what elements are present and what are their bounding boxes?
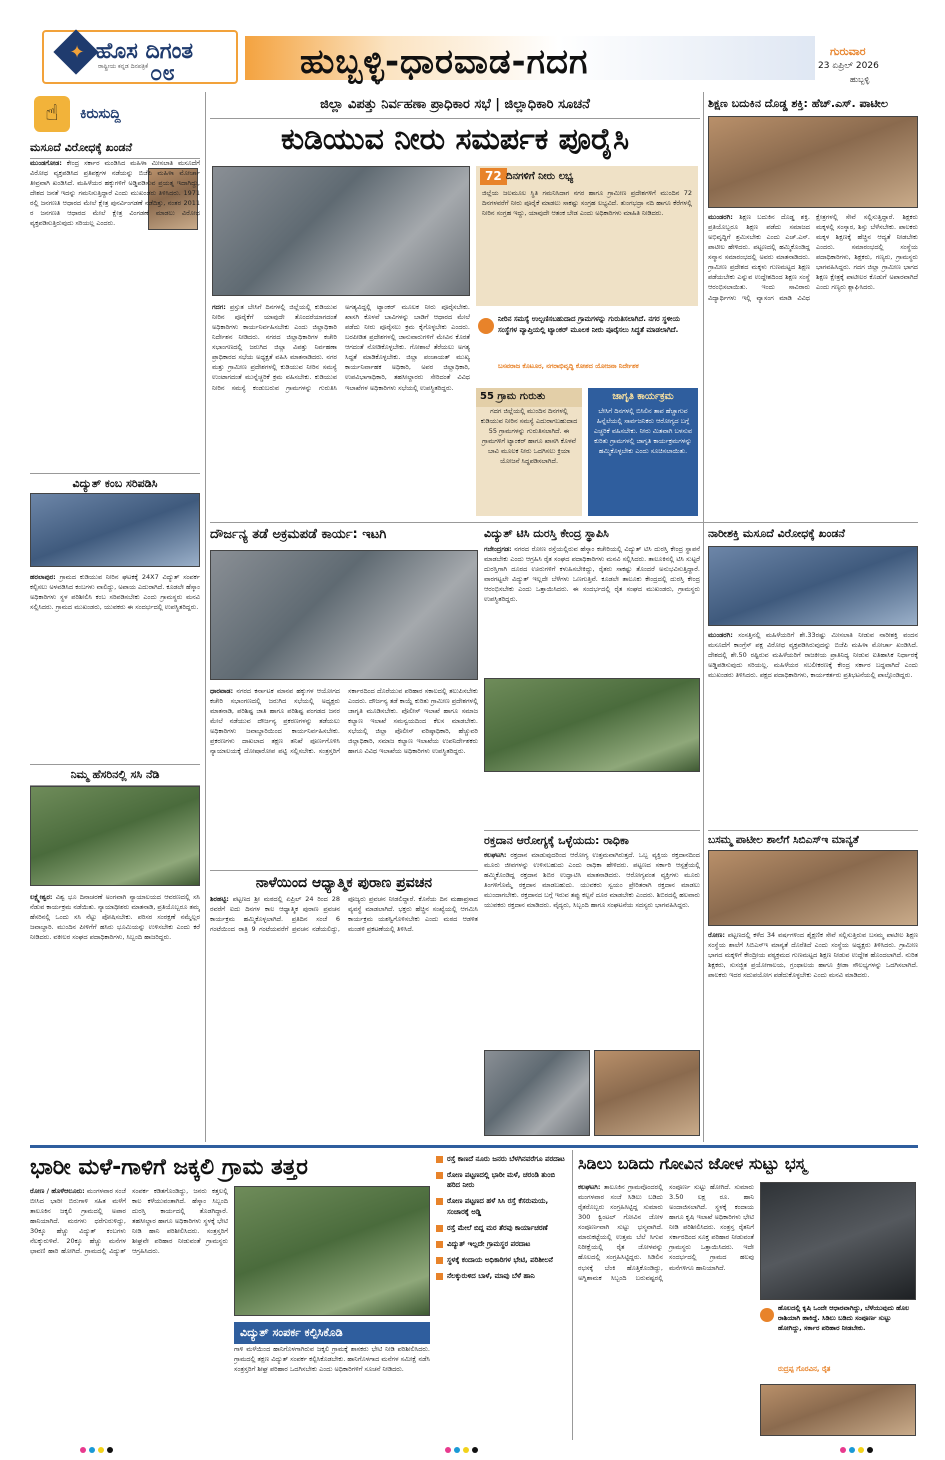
masthead-brand: ಹೊಸ ದಿಗಂತ: [96, 39, 194, 64]
divider-bottom-mid: [572, 1150, 573, 1440]
raktadana-story: [484, 830, 700, 1140]
purana-dateline: ಶಿರಹಟ್ಟಿ:: [210, 895, 229, 903]
brief-1-text: [30, 158, 200, 468]
male-bullet-2: ರೋಣ ಪಟ್ಟಣದಲ್ಲಿ ಭಾರೀ ಮಳೆ, ಚರಂಡಿ ತುಂಬಿ ಹರಿದ ನೀರು: [436, 1170, 568, 1190]
box-jagruti-text: ಬೇಸಿಗೆ ದಿನಗಳಲ್ಲಿ ಬಿಸಿಲಿನ ತಾಪ ಹೆಚ್ಚಾಗುವ ಹಿನ್ನೆಲೆಯಲ್ಲಿ ಸಾರ್ವಜನಿಕರು ಆರೋಗ್ಯದ ಬಗ್ಗೆ ಎಚ್ಚರಿಕೆ ವಹಿಸಬೇಕು. ನೀರು ಮಿತವಾಗಿ ಬಳಸುವ ಕುರಿತು ಗ್ರಾಮಗಳಲ್ಲಿ ಜಾಗೃತಿ ಕಾರ್ಯಕ್ರಮಗಳನ್ನು ಹಮ್ಮಿಕೊಳ್ಳಬೇಕು ಎಂದು ಸೂಚಿಸಲಾಯಿತು.: [593, 407, 693, 456]
male-body: ಮಂಗಳವಾರ ಸಂಜೆ ಬೀಸಿದ ಭಾರೀ ಬಿರುಗಾಳಿ ಸಹಿತ ಮಳೆಗೆ ತಾಲೂಕಿನ ಜಕ್ಕಲಿ ಗ್ರಾಮದಲ್ಲಿ ಅಪಾರ ಹಾನಿಯಾಗಿದೆ. ಮರಗಳು ಧರೆಗುರುಳಿದ್ದು, 30ಕ್ಕೂ ಹೆಚ್ಚು ವಿದ್ಯುತ್ ಕಂಬಗಳು ನೆಲಕ್ಕುರುಳಿವೆ. 20ಕ್ಕೂ ಹೆಚ್ಚು ಮನೆಗಳ ಛಾವಣಿ ಹಾರಿ ಹೋಗಿದೆ. ಗ್ರಾಮದಲ್ಲಿ ವಿದ್ಯುತ್ ಸಂಪರ್ಕ ಕಡಿತಗೊಂಡಿದ್ದು, ಜನರು ಕತ್ತಲಲ್ಲಿ ಕಾಲ ಕಳೆಯುವಂತಾಗಿದೆ. ಹೆಸ್ಕಾಂ ಸಿಬ್ಬಂದಿ ದುರಸ್ತಿ ಕಾರ್ಯದಲ್ಲಿ ತೊಡಗಿದ್ದಾರೆ. ತಹಸೀಲ್ದಾರ ಹಾಗೂ ಅಧಿಕಾರಿಗಳು ಸ್ಥಳಕ್ಕೆ ಭೇಟಿ ನೀಡಿ ಹಾನಿ ಪರಿಶೀಲಿಸಿದರು. ಸಂತ್ರಸ್ತರಿಗೆ ಶೀಘ್ರವೇ ಪರಿಹಾರ ನೀಡುವಂತೆ ಗ್ರಾಮಸ್ಥರು ಆಗ್ರಹಿಸಿದರು.: [30, 1187, 228, 1256]
male-bullet-5: ವಿದ್ಯುತ್ ಇಲ್ಲದೇ ಗ್ರಾಮಸ್ಥರ ಪರದಾಟ: [436, 1239, 568, 1249]
brief-3-headline: ನಿಮ್ಮ ಹೆಸರಿನಲ್ಲಿ ಸಸಿ ನೆಡಿ: [30, 764, 200, 786]
box-jagruti-title: ಜಾಗೃತಿ ಕಾರ್ಯಕ್ರಮ: [612, 391, 674, 402]
raktadana-headline: ರಕ್ತದಾನ ಆರೋಗ್ಯಕ್ಕೆ ಒಳ್ಳೆಯದು: ರಾಧಿಕಾ: [484, 830, 700, 849]
lead-story: [210, 92, 700, 517]
registration-dots-mid: [445, 1446, 481, 1456]
male-photo-caption: ವಿದ್ಯುತ್ ಸಂಪರ್ಕ ಕಲ್ಪಿಸಿಕೊಡಿ: [234, 1322, 430, 1344]
sidilu-body: ತಾಲೂಕಿನ ಗ್ರಾಮವೊಂದರಲ್ಲಿ ಮಂಗಳವಾರ ಸಂಜೆ ಸಿಡಿಲು ಬಡಿದು ರೈತರೊಬ್ಬರು ಸಂಗ್ರಹಿಸಿಟ್ಟಿದ್ದ ಸುಮಾರು 300 ಕ್ವಿಂಟಲ್ ಗೋವಿನ ಜೋಳ ಸಂಪೂರ್ಣವಾಗಿ ಸುಟ್ಟು ಭಸ್ಮವಾಗಿದೆ. ಮಾರುಕಟ್ಟೆಯಲ್ಲಿ ಉತ್ತಮ ಬೆಲೆ ಸಿಗುವ ನಿರೀಕ್ಷೆಯಲ್ಲಿ ರೈತ ಜೋಳವನ್ನು ಹೊಲದಲ್ಲಿ ಸಂಗ್ರಹಿಸಿಟ್ಟಿದ್ದರು. ಸಿಡಿಲಿನ ರಭಸಕ್ಕೆ ಬೆಂಕಿ ಹೊತ್ತಿಕೊಂಡಿದ್ದು, ಅಗ್ನಿಶಾಮಕ ಸಿಬ್ಬಂದಿ ಬರುವಷ್ಟರಲ್ಲಿ ಸಂಪೂರ್ಣ ಸುಟ್ಟು ಹೋಗಿದೆ. ಸುಮಾರು 3.50 ಲಕ್ಷ ರೂ. ಹಾನಿ ಅಂದಾಜಿಸಲಾಗಿದೆ. ಸ್ಥಳಕ್ಕೆ ಕಂದಾಯ ಹಾಗೂ ಕೃಷಿ ಇಲಾಖೆ ಅಧಿಕಾರಿಗಳು ಭೇಟಿ ನೀಡಿ ಪರಿಶೀಲಿಸಿದರು. ಸಂತ್ರಸ್ತ ರೈತನಿಗೆ ಸರ್ಕಾರದಿಂದ ಸೂಕ್ತ ಪರಿಹಾರ ನೀಡುವಂತೆ ಗ್ರಾಮಸ್ಥರು ಒತ್ತಾಯಿಸಿದರು. ಇದೇ ಸಂದರ್ಭದಲ್ಲಿ ಗ್ರಾಮದ ಹಲವು ಮನೆಗಳಿಗೂ ಹಾನಿಯಾಗಿದೆ.: [578, 1183, 754, 1282]
brief-3-photo: [30, 786, 200, 886]
male-bullet-3: ರೋಣ ಪಟ್ಟಣದ ಹಳೆ ಸಿಸಿ ರಸ್ತೆ ಕೆಸರುಮಯ, ಸಂಚಾರಕ್ಕೆ ಅಡ್ಡಿ: [436, 1196, 568, 1216]
divider-bottom: [30, 1145, 918, 1148]
brief-2-photo: [30, 493, 200, 567]
lead-headline: ಕುಡಿಯುವ ನೀರು ಸಮರ್ಪಕ ಪೂರೈಸಿ: [280, 122, 629, 157]
sidilu-quote-box: [760, 1304, 916, 1380]
bullet-square-icon: [436, 1198, 443, 1205]
masthead: [0, 0, 945, 88]
kirusuddi-hand-icon: ☝: [34, 96, 70, 132]
masthead-city: ಹುಬ್ಬಳ್ಳಿ: [850, 75, 870, 84]
kirusuddi-label: ಕಿರುಸುದ್ದಿ: [80, 106, 121, 122]
bullet-square-icon: [436, 1241, 443, 1248]
divider-right: [703, 92, 704, 1142]
brief-3-dateline: ಲಕ್ಷ್ಮೇಶ್ವರ:: [30, 893, 53, 901]
brief-2-dateline: ಹರಲಾಪುರ:: [30, 573, 56, 581]
bullet-square-icon: [436, 1156, 443, 1163]
lead-body: ಪ್ರಸ್ತುತ ಬೇಸಿಗೆ ದಿನಗಳಲ್ಲಿ ಜಿಲ್ಲೆಯಲ್ಲಿ ಕುಡಿಯುವ ನೀರಿನ ಪೂರೈಕೆಗೆ ಯಾವುದೇ ತೊಂದರೆಯಾಗದಂತೆ ಅಧಿಕಾರಿಗಳು ಕಾರ್ಯನಿರ್ವಹಿಸಬೇಕು ಎಂದು ಜಿಲ್ಲಾಧಿಕಾರಿ ನಿರ್ದೇಶನ ನೀಡಿದರು. ನಗರದ ಜಿಲ್ಲಾಧಿಕಾರಿಗಳ ಕಚೇರಿ ಸಭಾಂಗಣದಲ್ಲಿ ಜರುಗಿದ ಜಿಲ್ಲಾ ವಿಪತ್ತು ನಿರ್ವಹಣಾ ಪ್ರಾಧಿಕಾರದ ಸಭೆಯ ಅಧ್ಯಕ್ಷತೆ ವಹಿಸಿ ಮಾತನಾಡಿದರು. ನಗರ ಮತ್ತು ಗ್ರಾಮೀಣ ಪ್ರದೇಶಗಳಲ್ಲಿ ಕುಡಿಯುವ ನೀರಿನ ಸಮಸ್ಯೆ ಉಂಟಾಗದಂತೆ ಮುನ್ನೆಚ್ಚರಿಕೆ ಕ್ರಮ ವಹಿಸಬೇಕು. ಕುಡಿಯುವ ನೀರಿನ ಸಮಸ್ಯೆ ಕಂಡುಬರುವ ಗ್ರಾಮಗಳನ್ನು ಗುರುತಿಸಿ ಅಗತ್ಯವಿದ್ದಲ್ಲಿ ಟ್ಯಾಂಕರ್ ಮೂಲಕ ನೀರು ಪೂರೈಸಬೇಕು. ಖಾಸಗಿ ಕೊಳವೆ ಬಾವಿಗಳನ್ನು ಬಾಡಿಗೆ ಆಧಾರದ ಮೇಲೆ ಪಡೆದು ನೀರು ಪೂರೈಸಲು ಕ್ರಮ ಕೈಗೊಳ್ಳಬೇಕು ಎಂದರು. ಬರಪೀಡಿತ ಪ್ರದೇಶಗಳಲ್ಲಿ ಜಾನುವಾರುಗಳಿಗೆ ಮೇವಿನ ಕೊರತೆ ಆಗದಂತೆ ನೋಡಿಕೊಳ್ಳಬೇಕು. ಗೋಶಾಲೆ ತೆರೆಯಲು ಅಗತ್ಯ ಸಿದ್ಧತೆ ಮಾಡಿಕೊಳ್ಳಬೇಕು. ಜಿಲ್ಲಾ ಪಂಚಾಯತ್ ಮುಖ್ಯ ಕಾರ್ಯನಿರ್ವಾಹಕ ಅಧಿಕಾರಿ, ಅಪರ ಜಿಲ್ಲಾಧಿಕಾರಿ, ಉಪವಿಭಾಗಾಧಿಕಾರಿ, ತಹಸೀಲ್ದಾರರು ಸೇರಿದಂತೆ ವಿವಿಧ ಇಲಾಖೆಗಳ ಅಧಿಕಾರಿಗಳು ಸಭೆಯಲ್ಲಿ ಉಪಸ್ಥಿತರಿದ್ದರು.: [212, 303, 470, 392]
bullet-square-icon: [436, 1172, 443, 1179]
box72-title: ದಿನಗಳಿಗೆ ನೀರು ಲಭ್ಯ: [506, 171, 574, 182]
patil-story: [708, 92, 918, 517]
basamma-body: ಪಟ್ಟಣದಲ್ಲಿ ಕಳೆದ 34 ವರ್ಷಗಳಿಂದ ಶೈಕ್ಷಣಿಕ ಸೇವೆ ಸಲ್ಲಿಸುತ್ತಿರುವ ಬಸಮ್ಮ ಪಾಟೀಲ ಶಿಕ್ಷಣ ಸಂಸ್ಥೆಯ ಶಾಲೆಗೆ ಸಿಬಿಎಸ್ಇ ಮಾನ್ಯತೆ ದೊರೆತಿದೆ ಎಂದು ಸಂಸ್ಥೆಯ ಅಧ್ಯಕ್ಷರು ತಿಳಿಸಿದರು. ಗ್ರಾಮೀಣ ಭಾಗದ ಮಕ್ಕಳಿಗೆ ಕೇಂದ್ರೀಯ ಪಠ್ಯಕ್ರಮದ ಗುಣಮಟ್ಟದ ಶಿಕ್ಷಣ ನೀಡುವ ಉದ್ದೇಶ ಹೊಂದಲಾಗಿದೆ. ನುರಿತ ಶಿಕ್ಷಕರು, ಸುಸಜ್ಜಿತ ಪ್ರಯೋಗಾಲಯ, ಗ್ರಂಥಾಲಯ ಹಾಗೂ ಕ್ರೀಡಾ ಸೌಲಭ್ಯಗಳನ್ನು ಒದಗಿಸಲಾಗಿದೆ. ಪಾಲಕರು ಇದರ ಸದುಪಯೋಗ ಪಡೆದುಕೊಳ್ಳಬೇಕು ಎಂದು ಮನವಿ ಮಾಡಿದರು.: [708, 931, 918, 980]
nari-headline: ನಾರೀಶಕ್ತಿ ಮಸೂದೆ ವಿರೋಧಕ್ಕೆ ಖಂಡನೆ: [708, 527, 845, 540]
dourjanya-photo: [210, 550, 478, 680]
sidilu-quote: ಹೊಲದಲ್ಲಿ ಕೃಷಿ ಒಂದೇ ಆಧಾರವಾಗಿದ್ದು, ಬೆಳೆಯುವುದು ಹೊಲ ರಾಶಿಯಾಗಿ ಹಾಕಿದ್ದೆ. ಸಿಡಿಲು ಬಡಿದು ಸಂಪೂರ್ಣ ಸುಟ್ಟು ಹೋಗಿದ್ದು, ಸರ್ಕಾರ ಪರಿಹಾರ ನೀಡಬೇಕು.: [778, 1304, 910, 1332]
nari-dateline: ಮುಂಡರಗಿ:: [708, 631, 733, 639]
sidilu-dateline: ಕಲಘಟಗಿ:: [578, 1183, 601, 1191]
brief-2-headline: ವಿದ್ಯುತ್ ಕಂಬ ಸರಿಪಡಿಸಿ: [30, 473, 200, 495]
vidyut-tc-headline: ವಿದ್ಯುತ್ ಟಿಸಿ ದುರಸ್ತಿ ಕೇಂದ್ರ ಸ್ಥಾಪಿಸಿ: [484, 527, 609, 540]
dourjanya-headline: ದೌರ್ಜನ್ಯ ತಡೆ ಅಕ್ರಮಪಡೆ ಕಾರ್ಯ: ಇಟಗಿ: [210, 527, 387, 542]
nari-body: ಸಂಸತ್ತಿನಲ್ಲಿ ಮಹಿಳೆಯರಿಗೆ ಶೇ.33ರಷ್ಟು ಮೀಸಲಾತಿ ನೀಡುವ ನಾರೀಶಕ್ತಿ ವಂದನ ಮಸೂದೆಗೆ ಕಾಂಗ್ರೆಸ್ ಪಕ್ಷ ವಿರೋಧ ವ್ಯಕ್ತಪಡಿಸಿರುವುದನ್ನು ಬಿಜೆಪಿ ಮಹಿಳಾ ಮೋರ್ಚಾ ಖಂಡಿಸಿದೆ. ದೇಶದಲ್ಲಿ ಶೇ.50 ರಷ್ಟಿರುವ ಮಹಿಳೆಯರಿಗೆ ರಾಜಕೀಯ ಪ್ರಾತಿನಿಧ್ಯ ನೀಡುವ ಐತಿಹಾಸಿಕ ನಿರ್ಧಾರಕ್ಕೆ ಅಡ್ಡಿಪಡಿಸುವುದು ಸರಿಯಲ್ಲ. ಮಹಿಳೆಯರ ಸಬಲೀಕರಣಕ್ಕೆ ಕೇಂದ್ರ ಸರ್ಕಾರ ಬದ್ಧವಾಗಿದೆ ಎಂದು ಮುಖಂಡರು ತಿಳಿಸಿದರು. ಪಕ್ಷದ ಪದಾಧಿಕಾರಿಗಳು, ಕಾರ್ಯಕರ್ತರು ಪ್ರತಿಭಟನೆಯಲ್ಲಿ ಪಾಲ್ಗೊಂಡಿದ್ದರು.: [708, 631, 918, 680]
brief-1-dateline: ಮುಂಡಗೋಡ:: [30, 159, 62, 167]
dourjanya-story: [210, 526, 478, 866]
male-bullet-6: ಸ್ಥಳಕ್ಕೆ ಕಂದಾಯ ಅಧಿಕಾರಿಗಳ ಭೇಟಿ, ಪರಿಶೀಲನೆ: [436, 1255, 568, 1265]
patil-headline: ಶಿಕ್ಷಣ ಬದುಕಿನ ದೊಡ್ಡ ಶಕ್ತಿ: ಹೆಚ್.ಎಸ್. ಪಾಟೀಲ: [708, 97, 888, 110]
purana-story: [210, 870, 478, 1140]
divider-mid-1: [210, 522, 918, 523]
basamma-headline: ಬಸಮ್ಮ ಪಾಟೀಲ ಶಾಲೆಗೆ ಸಿಬಿಎಸ್ಇ ಮಾನ್ಯತೆ: [708, 830, 918, 848]
bullet-square-icon: [436, 1273, 443, 1280]
basamma-text: [708, 930, 918, 1136]
page-number: ೦೮: [150, 61, 175, 86]
kirusuddi-column: [30, 88, 200, 1138]
purana-headline: ನಾಳೆಯಿಂದ ಆಧ್ಯಾತ್ಮಿಕ ಪುರಾಣ ಪ್ರವಚನ: [210, 870, 478, 893]
box55-text: ಗದಗ ಜಿಲ್ಲೆಯಲ್ಲಿ ಮುಂದಿನ ದಿನಗಳಲ್ಲಿ ಕುಡಿಯುವ ನೀರಿನ ಸಮಸ್ಯೆ ಎದುರಾಗಬಹುದಾದ 55 ಗ್ರಾಮಗಳನ್ನು ಗುರುತಿಸಲಾಗಿದೆ. ಈ ಗ್ರಾಮಗಳಿಗೆ ಟ್ಯಾಂಕರ್ ಹಾಗೂ ಖಾಸಗಿ ಕೊಳವೆ ಬಾವಿ ಮೂಲಕ ನೀರು ಒದಗಿಸಲು ಕ್ರಿಯಾ ಯೋಜನೆ ಸಿದ್ಧಪಡಿಸಲಾಗಿದೆ.: [480, 407, 578, 466]
brief-1-body: ಕೇಂದ್ರ ಸರ್ಕಾರ ಮಂಡಿಸಿದ ಮಹಿಳಾ ಮೀಸಲಾತಿ ಮಸೂದೆಗೆ ವಿರೋಧ ವ್ಯಕ್ತಪಡಿಸಿದ ಪ್ರತಿಪಕ್ಷಗಳ ನಡೆಯನ್ನು ಬಿಜೆಪಿ ಮಹಿಳಾ ಮೋರ್ಚಾ ತೀವ್ರವಾಗಿ ಖಂಡಿಸಿದೆ. ಮಹಿಳೆಯರ ಹಕ್ಕುಗಳಿಗೆ ಅಡ್ಡಿಪಡಿಸುವ ಪ್ರಯತ್ನ ಇದಾಗಿದ್ದು, ದೇಶದ ಜನತೆ ಇದನ್ನು ಗಮನಿಸುತ್ತಿದ್ದಾರೆ ಎಂದು ಮುಖಂಡರು ತಿಳಿಸಿದರು. 1971 ರಲ್ಲಿ ಜನಗಣತಿ ಆಧಾರದ ಮೇಲೆ ಕ್ಷೇತ್ರ ಪುನರ್ವಿಂಗಡಣೆ ನಡೆದಿತ್ತು, ನಂತರ 2011 ರ ಜನಗಣತಿ ಆಧಾರದ ಮೇಲೆ ಕ್ಷೇತ್ರ ವಿಂಗಡಣೆ ಮಾಡಲು ವಿರೋಧ ವ್ಯಕ್ತಪಡಿಸುತ್ತಿರುವುದು ಸರಿಯಲ್ಲ ಎಂದರು.: [30, 159, 200, 228]
male-caption-text: ಗಾಳಿ ಮಳೆಯಿಂದ ಹಾನಿಗೊಳಗಾಗಿರುವ ಜಕ್ಕಲಿ ಗ್ರಾಮಕ್ಕೆ ಶಾಸಕರು ಭೇಟಿ ನೀಡಿ ಪರಿಶೀಲಿಸಿದರು. ಗ್ರಾಮದಲ್ಲಿ ತಕ್ಷಣ ವಿದ್ಯುತ್ ಸಂಪರ್ಕ ಕಲ್ಪಿಸಿಕೊಡಬೇಕು. ಹಾನಿಗೊಳಗಾದ ಮನೆಗಳ ಸಮೀಕ್ಷೆ ನಡೆಸಿ ಸಂತ್ರಸ್ತರಿಗೆ ಶೀಘ್ರ ಪರಿಹಾರ ಒದಗಿಸಬೇಕು ಎಂದು ಅಧಿಕಾರಿಗಳಿಗೆ ಸೂಚನೆ ನೀಡಿದರು.: [234, 1345, 430, 1374]
raktadana-photo-2: [594, 1050, 700, 1136]
dourjanya-dateline: ಧಾರವಾಡ:: [210, 687, 234, 695]
sidilu-photo-2: [760, 1384, 916, 1436]
nari-text: [708, 630, 918, 810]
box72-text: ಜಿಲ್ಲೆಯ ಜಲಮೂಲ ಸ್ಥಿತಿ ಗಮನಿಸಿದಾಗ ನಗರ ಹಾಗೂ ಗ್ರಾಮೀಣ ಪ್ರದೇಶಗಳಿಗೆ ಮುಂದಿನ 72 ದಿನಗಳವರೆಗೆ ನೀರು ಪೂರೈಕೆ ಮಾಡಲು ಸಾಕಷ್ಟು ಸಂಗ್ರಹ ಲಭ್ಯವಿದೆ. ತುಂಗಭದ್ರಾ ನದಿ ಹಾಗೂ ಕೆರೆಗಳಲ್ಲಿ ನೀರಿನ ಸಂಗ್ರಹ ಇದ್ದು, ಯಾವುದೇ ಆತಂಕ ಬೇಡ ಎಂದು ಅಧಿಕಾರಿಗಳು ಮಾಹಿತಿ ನೀಡಿದರು.: [482, 189, 692, 218]
male-bullet-1: ರಸ್ತೆ ಕಾಣದೆ ನೂರು ಜನರು ಬೆಳಗಿನವರೆಗೂ ಪರದಾಟ: [436, 1154, 568, 1164]
vidyut-tc-story: [484, 526, 700, 826]
bullet-square-icon: [436, 1225, 443, 1232]
vidyut-tc-text: [484, 544, 700, 674]
basamma-story: [708, 830, 918, 1140]
male-headline: ಭಾರೀ ಮಳೆ-ಗಾಳಿಗೆ ಜಕ್ಕಲಿ ಗ್ರಾಮ ತತ್ತರ: [30, 1155, 308, 1180]
raktadana-body: ರಕ್ತದಾನ ಮಾಡುವುದರಿಂದ ಆರೋಗ್ಯ ಉತ್ತಮವಾಗಿರುತ್ತದೆ. ಒಬ್ಬ ವ್ಯಕ್ತಿಯ ರಕ್ತದಾನದಿಂದ ಮೂರು ಜೀವಗಳನ್ನು ಉಳಿಸಬಹುದು ಎಂದು ರಾಧಿಕಾ ಹೇಳಿದರು. ಪಟ್ಟಣದ ಸರ್ಕಾರಿ ಆಸ್ಪತ್ರೆಯಲ್ಲಿ ಹಮ್ಮಿಕೊಂಡಿದ್ದ ರಕ್ತದಾನ ಶಿಬಿರ ಉದ್ಘಾಟಿಸಿ ಮಾತನಾಡಿದರು. ಆರೋಗ್ಯವಂತ ವ್ಯಕ್ತಿಗಳು ಮೂರು ತಿಂಗಳಿಗೊಮ್ಮೆ ರಕ್ತದಾನ ಮಾಡಬಹುದು. ಯುವಕರು ಸ್ವಯಂ ಪ್ರೇರಿತರಾಗಿ ರಕ್ತದಾನ ಮಾಡಲು ಮುಂದಾಗಬೇಕು. ರಕ್ತದಾನದ ಬಗ್ಗೆ ಇರುವ ತಪ್ಪು ಕಲ್ಪನೆ ದೂರ ಮಾಡಬೇಕು ಎಂದರು. ಶಿಬಿರದಲ್ಲಿ ಹಲವಾರು ಯುವಕರು ರಕ್ತದಾನ ಮಾಡಿದರು. ವೈದ್ಯರು, ಸಿಬ್ಬಂದಿ ಹಾಗೂ ಸಂಘಟನೆಯ ಸದಸ್ಯರು ಭಾಗವಹಿಸಿದ್ದರು.: [484, 851, 700, 910]
raktadana-dateline: ಕಲಘಟಗಿ:: [484, 851, 507, 859]
dourjanya-body: ನಗರದ ಕರ್ನಾಟಕ ಮಾನವ ಹಕ್ಕುಗಳ ಆಯೋಗದ ಕಚೇರಿ ಸಭಾಂಗಣದಲ್ಲಿ ಜರುಗಿದ ಸಭೆಯಲ್ಲಿ ಅಧ್ಯಕ್ಷರು ಮಾತನಾಡಿ, ಪರಿಶಿಷ್ಟ ಜಾತಿ ಹಾಗೂ ಪರಿಶಿಷ್ಟ ಪಂಗಡದ ಜನರ ಮೇಲೆ ನಡೆಯುವ ದೌರ್ಜನ್ಯ ಪ್ರಕರಣಗಳನ್ನು ತಡೆಯಲು ಅಧಿಕಾರಿಗಳು ಜವಾಬ್ದಾರಿಯಿಂದ ಕಾರ್ಯನಿರ್ವಹಿಸಬೇಕು. ಪ್ರಕರಣಗಳು ದಾಖಲಾದ ತಕ್ಷಣ ತನಿಖೆ ಪೂರ್ಣಗೊಳಿಸಿ ನ್ಯಾಯಾಲಯಕ್ಕೆ ದೋಷಾರೋಪ ಪಟ್ಟಿ ಸಲ್ಲಿಸಬೇಕು. ಸಂತ್ರಸ್ತರಿಗೆ ಸರ್ಕಾರದಿಂದ ದೊರೆಯುವ ಪರಿಹಾರ ಸಕಾಲದಲ್ಲಿ ತಲುಪಿಸಬೇಕು ಎಂದರು. ದೌರ್ಜನ್ಯ ತಡೆ ಕಾಯ್ದೆ ಕುರಿತು ಗ್ರಾಮೀಣ ಪ್ರದೇಶಗಳಲ್ಲಿ ಜಾಗೃತಿ ಮೂಡಿಸಬೇಕು. ಪೊಲೀಸ್ ಇಲಾಖೆ ಹಾಗೂ ಸಮಾಜ ಕಲ್ಯಾಣ ಇಲಾಖೆ ಸಮನ್ವಯದಿಂದ ಕೆಲಸ ಮಾಡಬೇಕು. ಸಭೆಯಲ್ಲಿ ಜಿಲ್ಲಾ ಪೊಲೀಸ್ ವರಿಷ್ಠಾಧಿಕಾರಿ, ಹೆಚ್ಚುವರಿ ಜಿಲ್ಲಾಧಿಕಾರಿ, ಸಮಾಜ ಕಲ್ಯಾಣ ಇಲಾಖೆಯ ಉಪನಿರ್ದೇಶಕರು ಹಾಗೂ ವಿವಿಧ ಇಲಾಖೆಯ ಅಧಿಕಾರಿಗಳು ಉಪಸ್ಥಿತರಿದ್ದರು.: [210, 687, 478, 756]
brief-2-body: ಗ್ರಾಮದ ಕುಡಿಯುವ ನೀರಿನ ಘಟಕಕ್ಕೆ 24X7 ವಿದ್ಯುತ್ ಸಂಪರ್ಕ ಕಲ್ಪಿಸಲು ಅಳವಡಿಸಿದ ಕಂಬಗಳು ವಾಲಿದ್ದು, ಅಪಾಯ ಎದುರಾಗಿದೆ. ಕೂಡಲೇ ಹೆಸ್ಕಾಂ ಅಧಿಕಾರಿಗಳು ಸ್ಥಳ ಪರಿಶೀಲಿಸಿ ಕಂಬ ಸರಿಪಡಿಸಬೇಕು ಎಂದು ಗ್ರಾಮಸ್ಥರು ಮನವಿ ಸಲ್ಲಿಸಿದರು. ಗ್ರಾಮದ ಮುಖಂಡರು, ಯುವಕರು ಈ ಸಂದರ್ಭದಲ್ಲಿ ಉಪಸ್ಥಿತರಿದ್ದರು.: [30, 573, 200, 612]
basamma-dateline: ರೋಣ:: [708, 931, 725, 939]
vidyut-tc-dateline: ಗಜೇಂದ್ರಗಡ:: [484, 545, 512, 553]
male-bullet-7: ನೆಲಕ್ಕುರುಳಿದ ಬಾಳೆ, ಮಾವು ಬೆಳೆ ಹಾನಿ: [436, 1271, 568, 1281]
box-jagruti: [588, 388, 698, 516]
raktadana-text: [484, 850, 700, 1046]
sidilu-photo: [760, 1182, 916, 1300]
male-bullets: [436, 1154, 568, 1440]
brief-1-headline: ಮಸೂದೆ ವಿರೋಧಕ್ಕೆ ಖಂಡನೆ: [30, 140, 200, 159]
patil-text: [708, 212, 918, 512]
brief-3-body: ವಿಶ್ವ ಭೂ ದಿನಾಚರಣೆ ಅಂಗವಾಗಿ ನ್ಯಾಯಾಲಯದ ಆವರಣದಲ್ಲಿ ಸಸಿ ನೆಡುವ ಕಾರ್ಯಕ್ರಮ ನಡೆಯಿತು. ನ್ಯಾಯಾಧೀಶರು ಮಾತನಾಡಿ, ಪ್ರತಿಯೊಬ್ಬರೂ ತಮ್ಮ ಹೆಸರಿನಲ್ಲಿ ಒಂದು ಸಸಿ ನೆಟ್ಟು ಪೋಷಿಸಬೇಕು. ಪರಿಸರ ಸಂರಕ್ಷಣೆ ನಮ್ಮೆಲ್ಲರ ಜವಾಬ್ದಾರಿ. ಮುಂದಿನ ಪೀಳಿಗೆಗೆ ಹಸಿರು ಭೂಮಿಯನ್ನು ಉಳಿಸಬೇಕು ಎಂದು ಕರೆ ನೀಡಿದರು. ವಕೀಲರ ಸಂಘದ ಪದಾಧಿಕಾರಿಗಳು, ಸಿಬ್ಬಂದಿ ಹಾಜರಿದ್ದರು.: [30, 893, 200, 942]
lead-quote-author: ಬಸವರಾಜ ಕೊಟೂರ, ನಗರಾಭಿವೃದ್ಧಿ ಕೋಶದ ಯೋಜನಾ ನಿರ್ದೇಶಕ: [498, 362, 639, 370]
nari-story: [708, 526, 918, 816]
section-title: ಹುಬ್ಬಳ್ಳಿ-ಧಾರವಾಡ-ಗದಗ: [300, 42, 589, 82]
registration-dots-right: [840, 1446, 876, 1456]
brief-2-text: [30, 572, 200, 758]
purana-text: [210, 894, 478, 1136]
registration-dots-left: [80, 1446, 116, 1456]
masthead-date: 23 ಏಪ್ರಿಲ್ 2026: [818, 61, 879, 71]
masthead-tagline: ರಾಷ್ಟ್ರೀಯ ಕನ್ನಡ ದಿನಪತ್ರಿಕೆ: [98, 63, 149, 70]
purana-body: ಪಟ್ಟಣದ ಶ್ರೀ ಮಠದಲ್ಲಿ ಏಪ್ರಿಲ್ 24 ರಿಂದ 28 ರವರೆಗೆ ಐದು ದಿನಗಳ ಕಾಲ ಆಧ್ಯಾತ್ಮಿಕ ಪುರಾಣ ಪ್ರವಚನ ಕಾರ್ಯಕ್ರಮ ಹಮ್ಮಿಕೊಳ್ಳಲಾಗಿದೆ. ಪ್ರತಿದಿನ ಸಂಜೆ 6 ಗಂಟೆಯಿಂದ ರಾತ್ರಿ 9 ಗಂಟೆಯವರೆಗೆ ಪ್ರವಚನ ನಡೆಯಲಿದ್ದು, ಪೂಜ್ಯರು ಪ್ರವಚನ ನೀಡಲಿದ್ದಾರೆ. ಕೊನೆಯ ದಿನ ಮಹಾಪ್ರಸಾದ ವ್ಯವಸ್ಥೆ ಮಾಡಲಾಗಿದೆ. ಭಕ್ತರು ಹೆಚ್ಚಿನ ಸಂಖ್ಯೆಯಲ್ಲಿ ಆಗಮಿಸಿ ಕಾರ್ಯಕ್ರಮ ಯಶಸ್ವಿಗೊಳಿಸಬೇಕು ಎಂದು ಮಠದ ಆಡಳಿತ ಮಂಡಳಿ ಪ್ರಕಟಣೆಯಲ್ಲಿ ತಿಳಿಸಿದೆ.: [210, 895, 478, 934]
box55-title: 55 ಗ್ರಾಮ ಗುರುತು: [476, 388, 582, 407]
lead-quote-box: [476, 312, 698, 382]
raktadana-photo-1: [484, 1050, 590, 1136]
sidilu-text: [578, 1182, 754, 1436]
vidyut-tc-photo: [484, 678, 700, 772]
basamma-photo: [708, 850, 918, 926]
sidilu-headline: ಸಿಡಿಲು ಬಡಿದು ಗೋವಿನ ಜೋಳ ಸುಟ್ಟು ಭಸ್ಮ: [578, 1154, 807, 1173]
patil-dateline: ಮುಂಡರಗಿ:: [708, 213, 733, 221]
male-text: [30, 1186, 228, 1436]
lead-dateline: ಗದಗ:: [212, 303, 226, 311]
box55: [476, 388, 582, 516]
male-photo: [234, 1186, 430, 1316]
lead-quote: ನೀರಿನ ಸಮಸ್ಯೆ ಉಲ್ಬಣಿಸಬಹುದಾದ ಗ್ರಾಮಗಳನ್ನು ಗುರುತಿಸಲಾಗಿದೆ. ನಗರ ಸ್ಥಳೀಯ ಸಂಸ್ಥೆಗಳ ವ್ಯಾಪ್ತಿಯಲ್ಲಿ ಟ್ಯಾಂಕರ್ ಮೂಲಕ ನೀರು ಪೂರೈಸಲು ಸಿದ್ಧತೆ ಮಾಡಲಾಗಿದೆ.: [498, 315, 680, 334]
male-bullet-4: ರಸ್ತೆ ಮೇಲೆ ಬಿದ್ದ ಮರ ತೆರವು ಕಾರ್ಯಾಚರಣೆ: [436, 1223, 568, 1233]
sidilu-quote-author: ರುದ್ರಪ್ಪ ಗೊರವಿನ, ರೈತ: [778, 1365, 831, 1373]
masthead-day: ಗುರುವಾರ: [830, 45, 866, 58]
lead-text: [212, 302, 470, 516]
nari-photo: [708, 546, 918, 626]
box72: [476, 166, 698, 306]
vidyut-tc-body: ನಗರದ ರೋಣ ರಸ್ತೆಯಲ್ಲಿರುವ ಹೆಸ್ಕಾಂ ಕಚೇರಿಯಲ್ಲಿ ವಿದ್ಯುತ್ ಟಿಸಿ ದುರಸ್ತಿ ಕೇಂದ್ರ ಸ್ಥಾಪನೆ ಮಾಡಬೇಕು ಎಂದು ಆಗ್ರಹಿಸಿ ರೈತ ಸಂಘದ ಪದಾಧಿಕಾರಿಗಳು ಮನವಿ ಸಲ್ಲಿಸಿದರು. ತಾಲೂಕಿನಲ್ಲಿ ಟಿಸಿ ಸುಟ್ಟರೆ ದುರಸ್ತಿಗಾಗಿ ದೂರದ ಊರುಗಳಿಗೆ ಕಳುಹಿಸಬೇಕಿದ್ದು, ರೈತರು ಸಾಕಷ್ಟು ತೊಂದರೆ ಅನುಭವಿಸುತ್ತಿದ್ದಾರೆ. ವಾರಗಟ್ಟಲೇ ವಿದ್ಯುತ್ ಇಲ್ಲದೇ ಬೆಳೆಗಳು ಒಣಗುತ್ತಿವೆ. ಕೂಡಲೇ ತಾಲೂಕು ಕೇಂದ್ರದಲ್ಲಿ ದುರಸ್ತಿ ಕೇಂದ್ರ ಆರಂಭಿಸಬೇಕು ಎಂದು ಒತ್ತಾಯಿಸಿದರು. ಈ ಸಂದರ್ಭದಲ್ಲಿ ರೈತ ಸಂಘದ ಮುಖಂಡರು, ಗ್ರಾಮಸ್ಥರು ಉಪಸ್ಥಿತರಿದ್ದರು.: [484, 545, 700, 604]
lead-kicker: ಜಿಲ್ಲಾ ವಿಪತ್ತು ನಿರ್ವಹಣಾ ಪ್ರಾಧಿಕಾರ ಸಭೆ | ಜಿಲ್ಲಾಧಿಕಾರಿ ಸೂಚನೆ: [210, 96, 700, 119]
bullet-square-icon: [436, 1257, 443, 1264]
patil-body: ಶಿಕ್ಷಣ ಬದುಕಿನ ದೊಡ್ಡ ಶಕ್ತಿ. ಪ್ರತಿಯೊಬ್ಬರೂ ಶಿಕ್ಷಣ ಪಡೆದು ಸಮಾಜದ ಅಭಿವೃದ್ಧಿಗೆ ಶ್ರಮಿಸಬೇಕು ಎಂದು ಎಚ್.ಎಸ್. ಪಾಟೀಲ ಹೇಳಿದರು. ಪಟ್ಟಣದಲ್ಲಿ ಹಮ್ಮಿಕೊಂಡಿದ್ದ ಸನ್ಮಾನ ಸಮಾರಂಭದಲ್ಲಿ ಅವರು ಮಾತನಾಡಿದರು. ಗ್ರಾಮೀಣ ಪ್ರದೇಶದ ಮಕ್ಕಳು ಗುಣಮಟ್ಟದ ಶಿಕ್ಷಣ ಪಡೆಯಬೇಕು ಎನ್ನುವ ಉದ್ದೇಶದಿಂದ ಶಿಕ್ಷಣ ಸಂಸ್ಥೆ ಆರಂಭಿಸಲಾಯಿತು. ಇಂದು ಸಾವಿರಾರು ವಿದ್ಯಾರ್ಥಿಗಳು ಇಲ್ಲಿ ವ್ಯಾಸಂಗ ಮಾಡಿ ವಿವಿಧ ಕ್ಷೇತ್ರಗಳಲ್ಲಿ ಸೇವೆ ಸಲ್ಲಿಸುತ್ತಿದ್ದಾರೆ. ಶಿಕ್ಷಕರು ಮಕ್ಕಳಲ್ಲಿ ಸಂಸ್ಕಾರ, ಶಿಸ್ತು ಬೆಳೆಸಬೇಕು. ಪಾಲಕರು ಮಕ್ಕಳ ಶಿಕ್ಷಣಕ್ಕೆ ಹೆಚ್ಚಿನ ಆದ್ಯತೆ ನೀಡಬೇಕು ಎಂದರು. ಸಮಾರಂಭದಲ್ಲಿ ಸಂಸ್ಥೆಯ ಪದಾಧಿಕಾರಿಗಳು, ಶಿಕ್ಷಕರು, ಗಣ್ಯರು, ಗ್ರಾಮಸ್ಥರು ಭಾಗವಹಿಸಿದ್ದರು. ಗದಗ ಜಿಲ್ಲಾ ಗ್ರಾಮೀಣ ಭಾಗದ ಶಿಕ್ಷಣ ಕ್ಷೇತ್ರಕ್ಕೆ ಪಾಟೀಲರ ಕೊಡುಗೆ ಅಪಾರವಾಗಿದೆ ಎಂದು ಗಣ್ಯರು ಶ್ಲಾಘಿಸಿದರು.: [708, 213, 918, 302]
logo-flame-icon: ✦: [69, 42, 85, 63]
quote-mark-icon: [760, 1308, 774, 1322]
dourjanya-text: [210, 686, 478, 864]
box72-number: 72: [480, 168, 507, 185]
male-dateline: ರೋಣ / ಹೊಳೆಆಲೂರು:: [30, 1187, 85, 1195]
brief-3-text: [30, 892, 200, 1132]
lead-photo: [212, 166, 470, 296]
divider-left: [205, 92, 206, 1142]
sidilu-story: [578, 1150, 918, 1440]
patil-photo: [708, 116, 918, 208]
quote-mark-icon: [478, 318, 494, 334]
male-story: [30, 1150, 570, 1440]
